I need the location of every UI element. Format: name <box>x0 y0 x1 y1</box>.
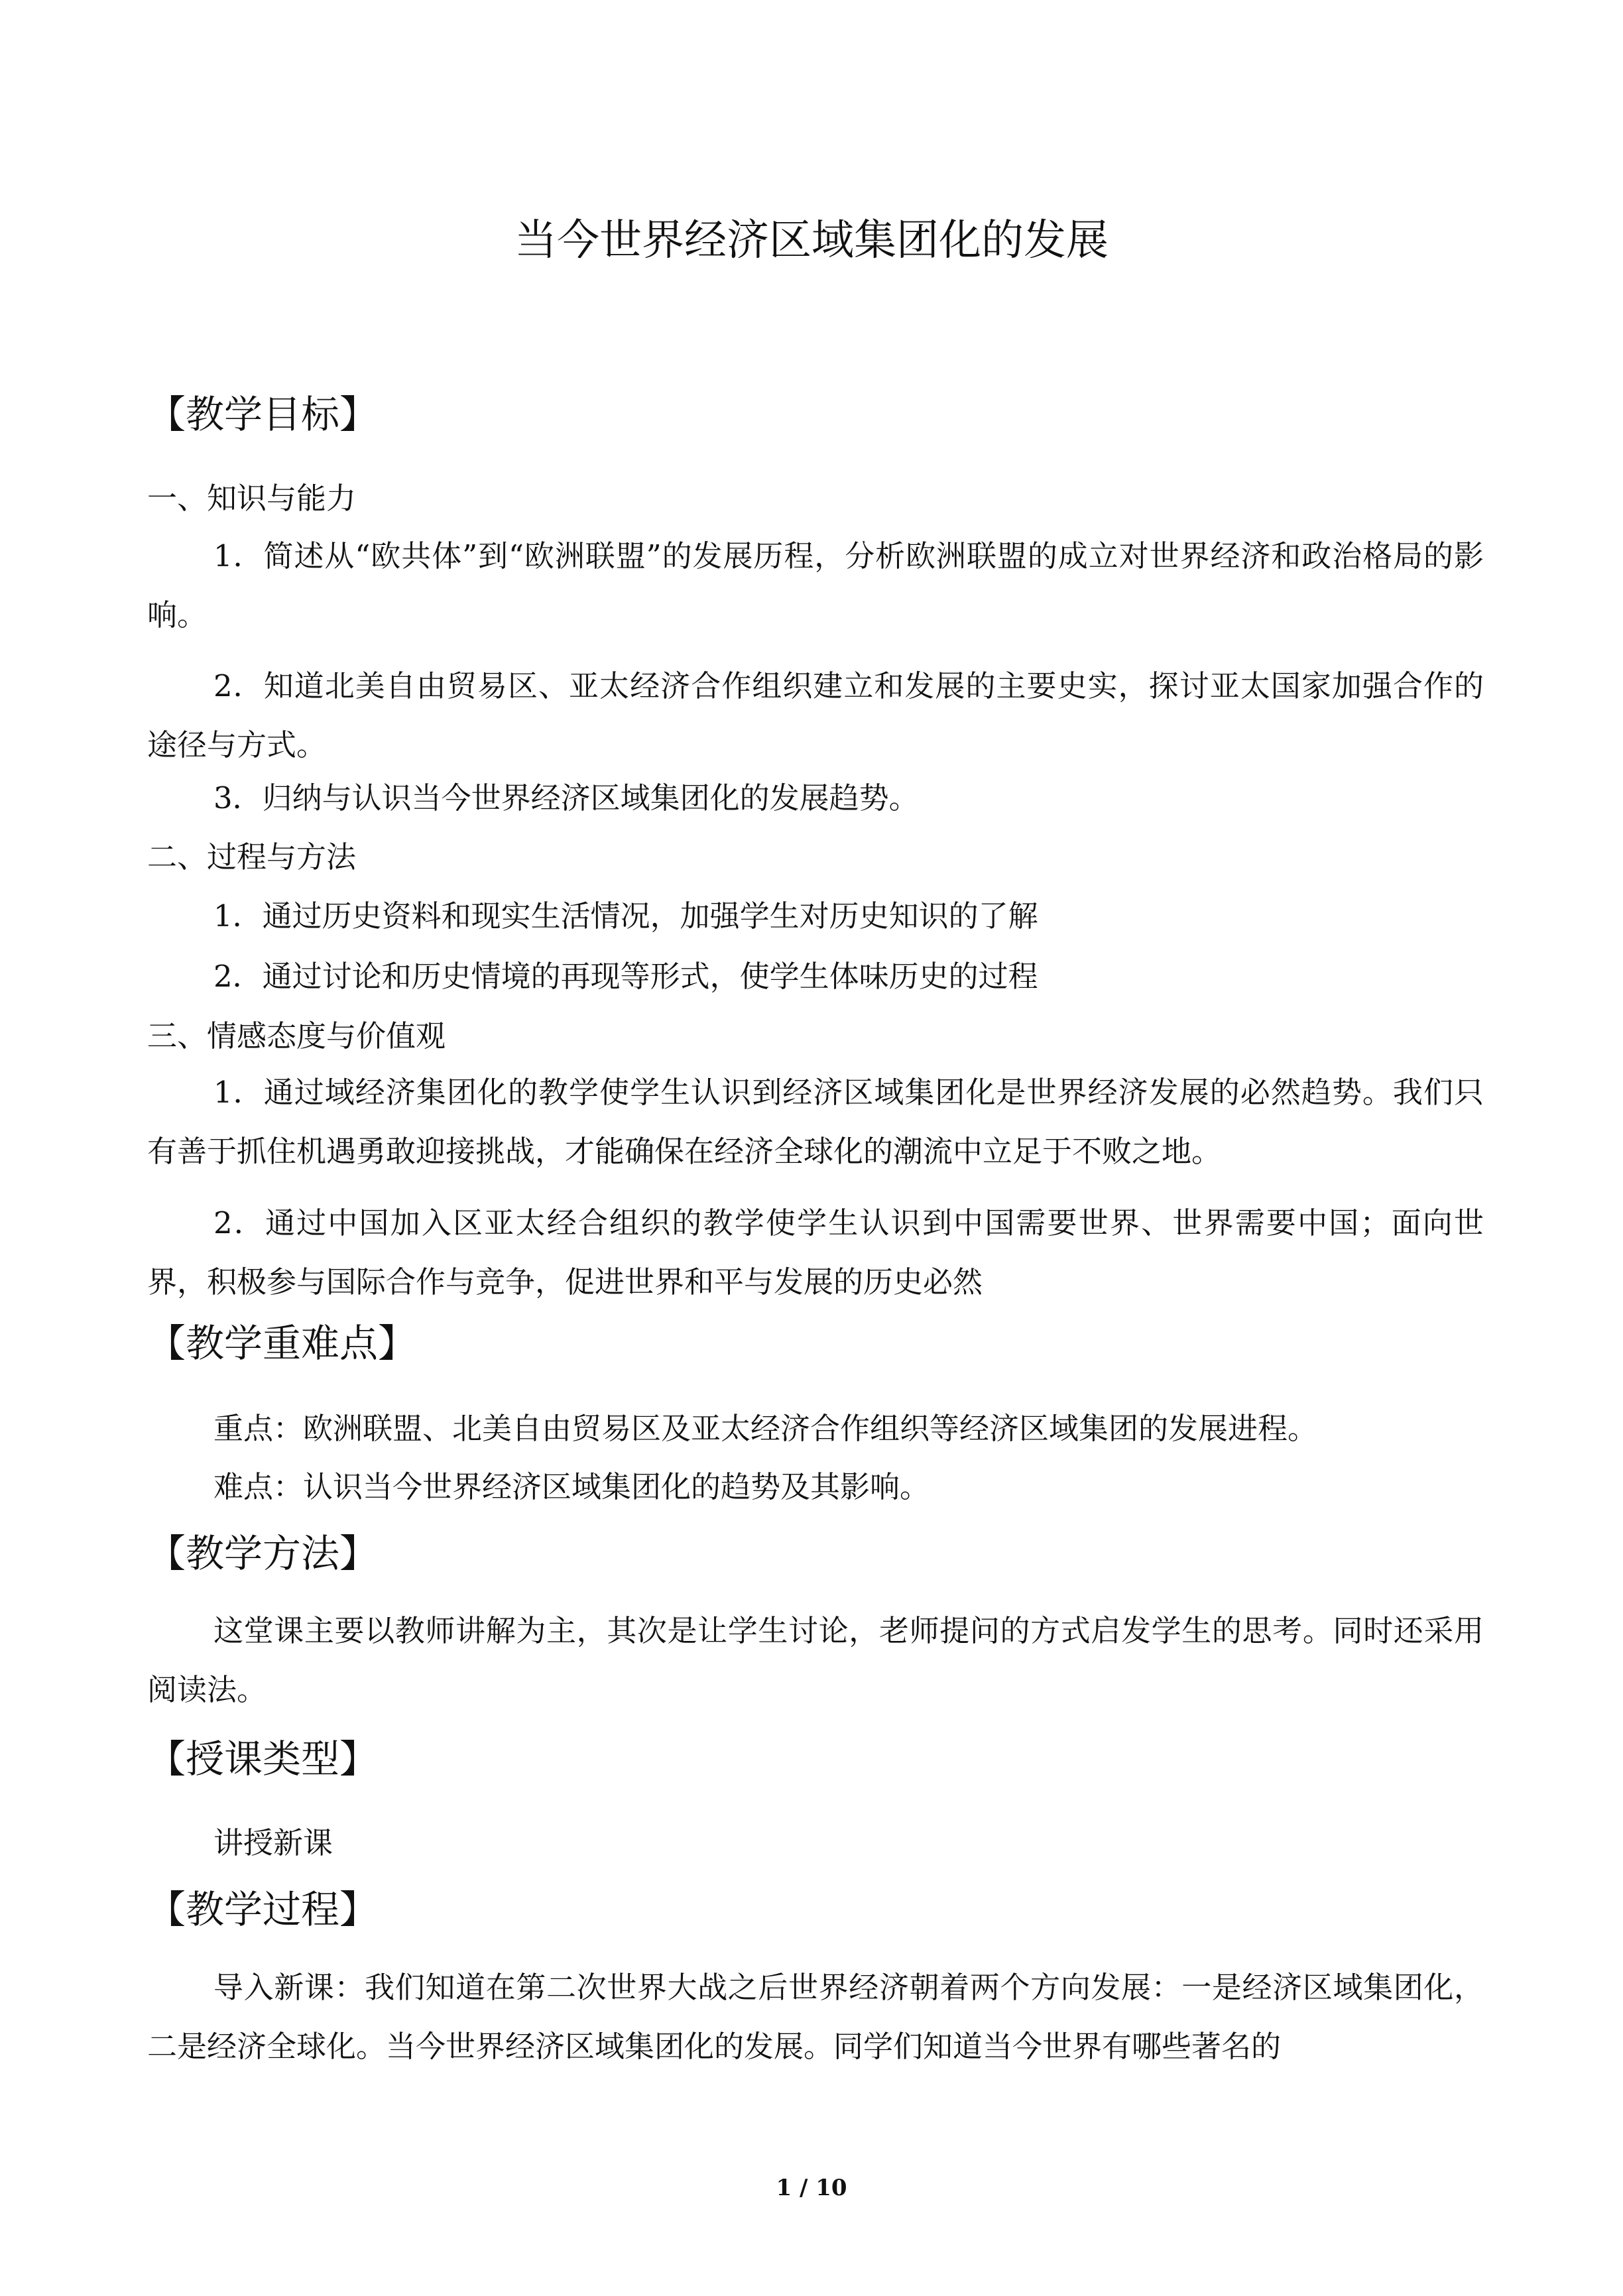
procedure-intro: 导入新课：我们知道在第二次世界大战之后世界经济朝着两个方向发展：一是经济区域集团化，二是经济全球化。当今世界经济区域集团化的发展。同学们知道当今世界有哪些著名的 <box>147 1970 1484 2064</box>
section-heading-procedure: 【教学过程】 <box>147 1887 379 1932</box>
objective-process-1: 1．通过历史资料和现实生活情况，加强学生对历史知识的了解 <box>213 898 1038 934</box>
section-heading-objectives: 【教学目标】 <box>147 392 379 437</box>
section-heading-lesson-type: 【授课类型】 <box>147 1736 379 1782</box>
objective-knowledge-1: 1．简述从“欧共体”到“欧洲联盟”的发展历程，分析欧洲联盟的成立对世界经济和政治格局的影响。 <box>147 538 1484 633</box>
objective-knowledge-3: 3．归纳与认识当今世界经济区域集团化的发展趋势。 <box>213 780 919 816</box>
subheading-values: 三、情感态度与价值观 <box>147 1018 446 1054</box>
objective-process-2: 2．通过讨论和历史情境的再现等形式，使学生体味历史的过程 <box>213 959 1038 994</box>
method-text: 这堂课主要以教师讲解为主，其次是让学生讨论，老师提问的方式启发学生的思考。同时还采用阅读法。 <box>147 1613 1484 1707</box>
page-title: 当今世界经济区域集团化的发展 <box>514 216 1109 265</box>
section-heading-method: 【教学方法】 <box>147 1531 379 1576</box>
subheading-process: 二、过程与方法 <box>147 839 357 875</box>
key-point-difficulty: 难点：认识当今世界经济区域集团化的趋势及其影响。 <box>213 1469 930 1504</box>
subheading-knowledge: 一、知识与能力 <box>147 481 357 516</box>
objective-knowledge-2: 2．知道北美自由贸易区、亚太经济合作组织建立和发展的主要史实，探讨亚太国家加强合作的途径与方式。 <box>147 668 1484 762</box>
objective-values-1: 1．通过域经济集团化的教学使学生认识到经济区域集团化是世界经济发展的必然趋势。我们只有善于抓住机遇勇敢迎接挑战，才能确保在经济全球化的潮流中立足于不败之地。 <box>147 1075 1484 1169</box>
lesson-type-text: 讲授新课 <box>213 1825 333 1860</box>
key-point-focus: 重点：欧洲联盟、北美自由贸易区及亚太经济合作组织等经济区域集团的发展进程。 <box>213 1411 1318 1446</box>
page-number: 1 / 10 <box>776 2175 847 2201</box>
objective-values-2: 2．通过中国加入区亚太经合组织的教学使学生认识到中国需要世界、世界需要中国；面向世界，积极参与国际合作与竞争，促进世界和平与发展的历史必然 <box>147 1205 1484 1299</box>
section-heading-key-points: 【教学重难点】 <box>147 1321 417 1366</box>
